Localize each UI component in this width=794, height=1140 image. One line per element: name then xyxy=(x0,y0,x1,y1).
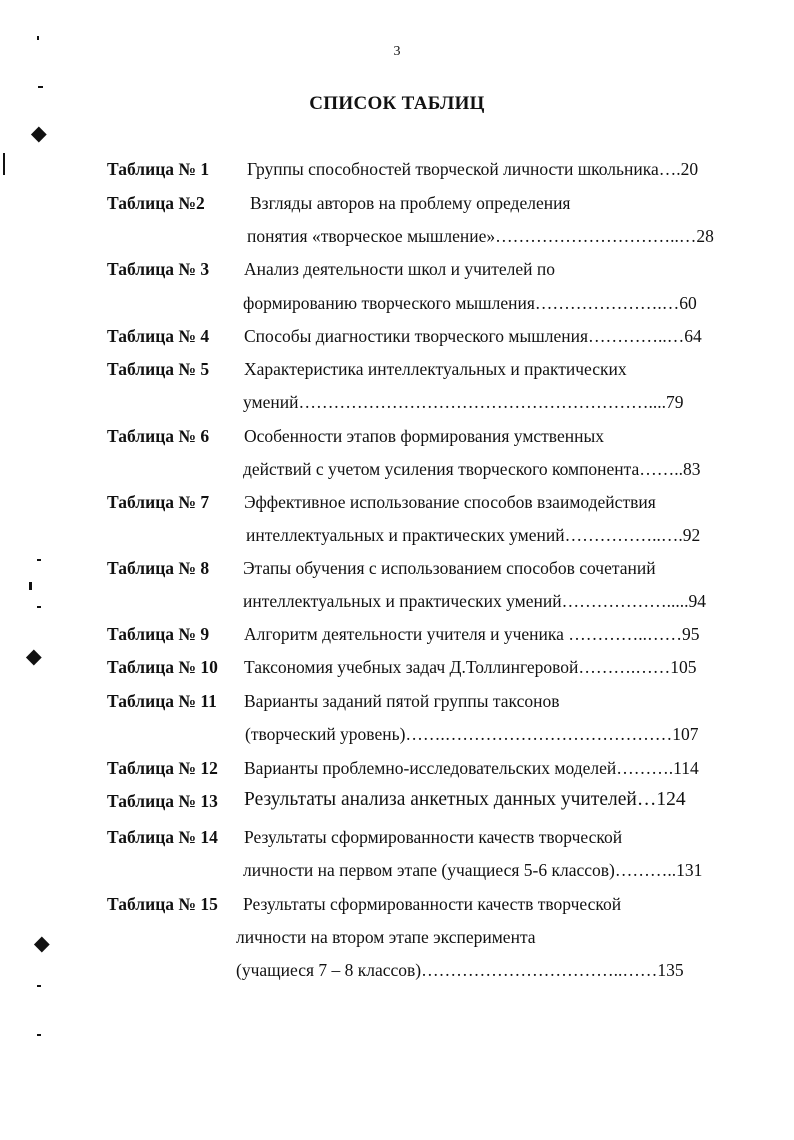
table-title: Результаты анализа анкетных данных учителей…124 xyxy=(244,789,686,810)
table-label: Таблица № 9 xyxy=(107,624,210,644)
scan-speck xyxy=(37,606,41,608)
table-label: Таблица № 6 xyxy=(107,426,210,446)
table-title: Таксономия учебных задач Д.Толлингеровой……….……105 xyxy=(244,657,697,677)
table-title: Характеристика интеллектуальных и практических xyxy=(244,359,627,379)
table-label: Таблица № 4 xyxy=(107,326,210,346)
page-title: СПИСОК ТАБЛИЦ xyxy=(309,93,485,114)
table-title-continuation: формированию творческого мышления………………….…60 xyxy=(243,293,697,313)
scan-speck xyxy=(38,86,43,88)
scan-speck xyxy=(37,36,39,40)
table-title-continuation: интеллектуальных и практических умений……………….....94 xyxy=(243,591,706,611)
table-title-continuation: личности на первом этапе (учащиеся 5-6 классов)………..131 xyxy=(243,860,703,880)
table-title: Варианты заданий пятой группы таксонов xyxy=(244,691,560,711)
table-label: Таблица № 3 xyxy=(107,259,210,279)
table-title: Эффективное использование способов взаимодействия xyxy=(244,492,656,512)
table-title: Анализ деятельности школ и учителей по xyxy=(244,259,556,279)
table-label: Таблица № 10 xyxy=(107,657,218,677)
punch-hole-icon: ⯁ xyxy=(33,933,51,958)
table-title: Результаты сформированности качеств творческой xyxy=(243,894,622,914)
scan-speck xyxy=(37,1034,41,1036)
scan-edge-mark xyxy=(3,153,5,175)
table-title-continuation: умений……………………………………………………....79 xyxy=(243,392,684,412)
table-title: Варианты проблемно-исследовательских моделей……….114 xyxy=(244,758,699,778)
table-label: Таблица № 13 xyxy=(107,791,218,811)
table-title: Группы способностей творческой личности школьника….20 xyxy=(247,159,699,179)
table-title-continuation: понятия «творческое мышление»…………………………..…28 xyxy=(247,226,714,246)
table-title: Способы диагностики творческого мышления…………..…64 xyxy=(244,326,702,346)
punch-hole-icon: ⯁ xyxy=(25,646,43,671)
scan-speck xyxy=(37,559,41,561)
table-title: Результаты сформированности качеств творческой xyxy=(244,827,623,847)
table-title: Особенности этапов формирования умственных xyxy=(244,426,604,446)
table-label: Таблица № 8 xyxy=(107,558,210,578)
table-label: Таблица № 11 xyxy=(107,691,217,711)
table-title-continuation: (учащиеся 7 – 8 классов)……………………………..……135 xyxy=(236,960,684,980)
scan-speck xyxy=(29,582,32,590)
table-title-continuation: личности на втором этапе эксперимента xyxy=(236,927,536,947)
page-number: 3 xyxy=(393,44,401,59)
table-label: Таблица № 15 xyxy=(107,894,218,914)
table-label: Таблица № 12 xyxy=(107,758,218,778)
scan-speck xyxy=(37,985,41,987)
table-label: Таблица № 14 xyxy=(107,827,218,847)
table-title-continuation: (творческий уровень)…….…………………………………107 xyxy=(245,724,699,744)
table-label: Таблица №2 xyxy=(107,193,205,213)
table-title: Этапы обучения с использованием способов сочетаний xyxy=(243,558,656,578)
table-title: Взгляды авторов на проблему определения xyxy=(250,193,571,213)
table-title: Алгоритм деятельности учителя и ученика …………..……95 xyxy=(244,624,700,644)
punch-hole-icon: ⯁ xyxy=(30,123,48,148)
table-title-continuation: интеллектуальных и практических умений……………..….92 xyxy=(246,525,701,545)
table-label: Таблица № 1 xyxy=(107,159,210,179)
table-label: Таблица № 5 xyxy=(107,359,210,379)
table-title-continuation: действий с учетом усиления творческого компонента……..83 xyxy=(243,459,701,479)
table-label: Таблица № 7 xyxy=(107,492,210,512)
